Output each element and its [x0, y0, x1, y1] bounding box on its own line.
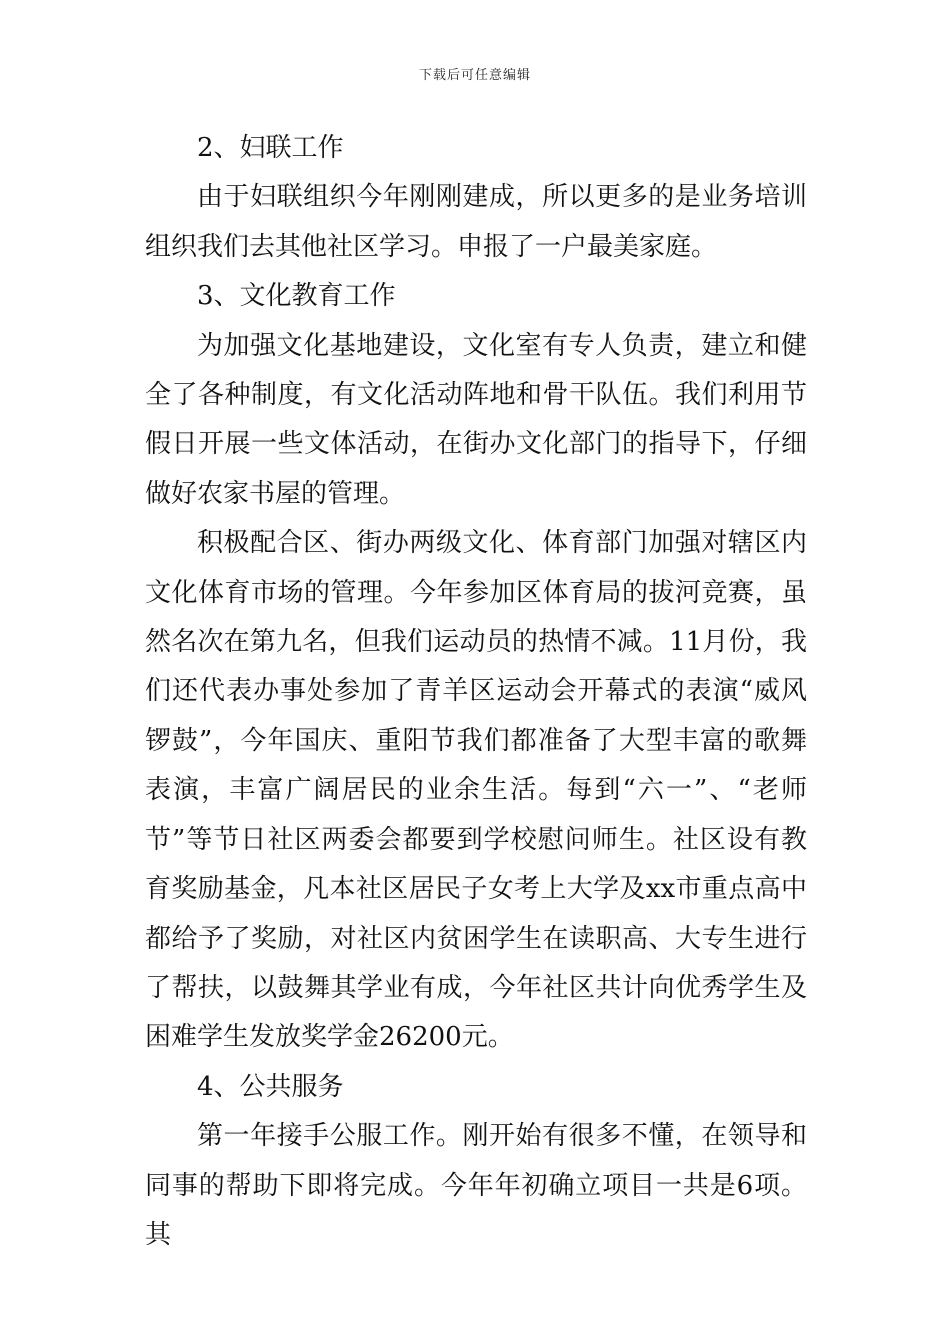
section-heading-culture-education: 3、文化教育工作	[197, 281, 396, 312]
paragraph-womens-federation: 由于妇联组织今年刚刚建成，所以更多的是业务培训组织我们去其他社区学习。申报了一户最美家庭。	[145, 182, 807, 262]
page-header: 下载后可任意编辑	[418, 68, 531, 83]
paragraph-public-service: 第一年接手公服工作。刚开始有很多不懂，在领导和同事的帮助下即将完成。今年年初确立项目一共是6项。其	[145, 1121, 807, 1250]
section-heading-public-service: 4、公共服务	[197, 1071, 344, 1102]
paragraph-culture-base: 为加强文化基地建设，文化室有专人负责，建立和健全了各种制度，有文化活动阵地和骨干队伍。我们利用节假日开展一些文体活动，在街办文化部门的指导下，仔细做好农家书屋的管理。	[145, 330, 807, 509]
document-body	[145, 124, 807, 1260]
section-heading-womens-federation: 2、妇联工作	[197, 133, 344, 163]
paragraph-culture-sports: 积极配合区、街办两级文化、体育部门加强对辖区内文化体育市场的管理。今年参加区体育局的拔河竞赛，虽然名次在第九名，但我们运动员的热情不减。11月份，我们还代表办事处参加了青羊区运动会开幕式的表演“威风锣鼓”，今年国庆、重阳节我们都准备了大型丰富的歌舞表演，丰富广阔居民的业余生活。每到“六一”、“老师节”等节日社区两委会都要到学校慰问师生。社区设有教育奖励基金，凡本社区居民子女考上大学及xx市重点高中都给予了奖励，对社区内贫困学生在读职高、大专生进行了帮扶，以鼓舞其学业有成，今年社区共计向优秀学生及困难学生发放奖学金26200元。	[145, 528, 807, 1053]
